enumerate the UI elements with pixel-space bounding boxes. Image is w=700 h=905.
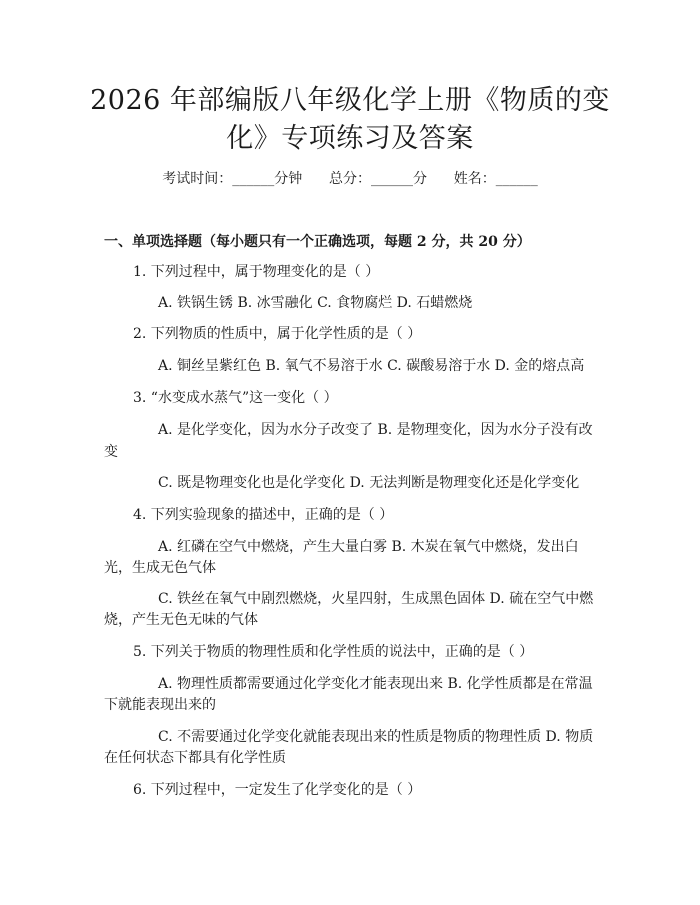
question-4-options-line-3: C. 铁丝在氧气中剧烈燃烧，火星四射，生成黑色固体 D. 硫在空气中燃 bbox=[158, 591, 594, 607]
question-3-stem: 3. “水变成水蒸气”这一变化（ ） bbox=[133, 390, 338, 406]
question-4-options-line-2: 光，生成无色气体 bbox=[104, 560, 216, 576]
question-1-stem: 1. 下列过程中，属于物理变化的是（ ） bbox=[133, 264, 380, 280]
question-4-options-line-1: A. 红磷在空气中燃烧，产生大量白雾 B. 木炭在氧气中燃烧，发出白 bbox=[158, 539, 579, 555]
question-5-stem: 5. 下列关于物质的物理性质和化学性质的说法中，正确的是（ ） bbox=[133, 644, 534, 660]
page-title-line-1: 2026 年部编版八年级化学上册《物质的变 bbox=[90, 85, 610, 116]
question-2-stem: 2. 下列物质的性质中，属于化学性质的是（ ） bbox=[133, 326, 422, 342]
question-5-options-line-2: 下就能表现出来的 bbox=[104, 697, 216, 713]
question-3-options-line-2: 变 bbox=[104, 444, 118, 460]
section-heading-single-choice: 一、单项选择题（每小题只有一个正确选项，每题 2 分，共 20 分） bbox=[104, 234, 531, 250]
exam-info-line: 考试时间：______分钟 总分：______分 姓名：______ bbox=[162, 171, 538, 187]
question-4-stem: 4. 下列实验现象的描述中，正确的是（ ） bbox=[133, 507, 394, 523]
question-6-stem: 6. 下列过程中，一定发生了化学变化的是（ ） bbox=[133, 782, 422, 798]
question-5-options-line-1: A. 物理性质都需要通过化学变化才能表现出来 B. 化学性质都是在常温 bbox=[158, 676, 593, 692]
question-3-options-line-3: C. 既是物理变化也是化学变化 D. 无法判断是物理变化还是化学变化 bbox=[158, 475, 580, 491]
question-4-options-line-4: 烧，产生无色无味的气体 bbox=[104, 612, 258, 628]
question-5-options-line-3: C. 不需要通过化学变化就能表现出来的性质是物质的物理性质 D. 物质 bbox=[158, 729, 594, 745]
question-1-options: A. 铁锅生锈 B. 冰雪融化 C. 食物腐烂 D. 石蜡燃烧 bbox=[158, 295, 473, 311]
page-title-line-2: 化》专项练习及答案 bbox=[226, 123, 474, 154]
question-5-options-line-4: 在任何状态下都具有化学性质 bbox=[104, 750, 286, 766]
question-2-options: A. 铜丝呈紫红色 B. 氧气不易溶于水 C. 碳酸易溶于水 D. 金的熔点高 bbox=[158, 358, 585, 374]
question-3-options-line-1: A. 是化学变化，因为水分子改变了 B. 是物理变化，因为水分子没有改 bbox=[158, 422, 593, 438]
